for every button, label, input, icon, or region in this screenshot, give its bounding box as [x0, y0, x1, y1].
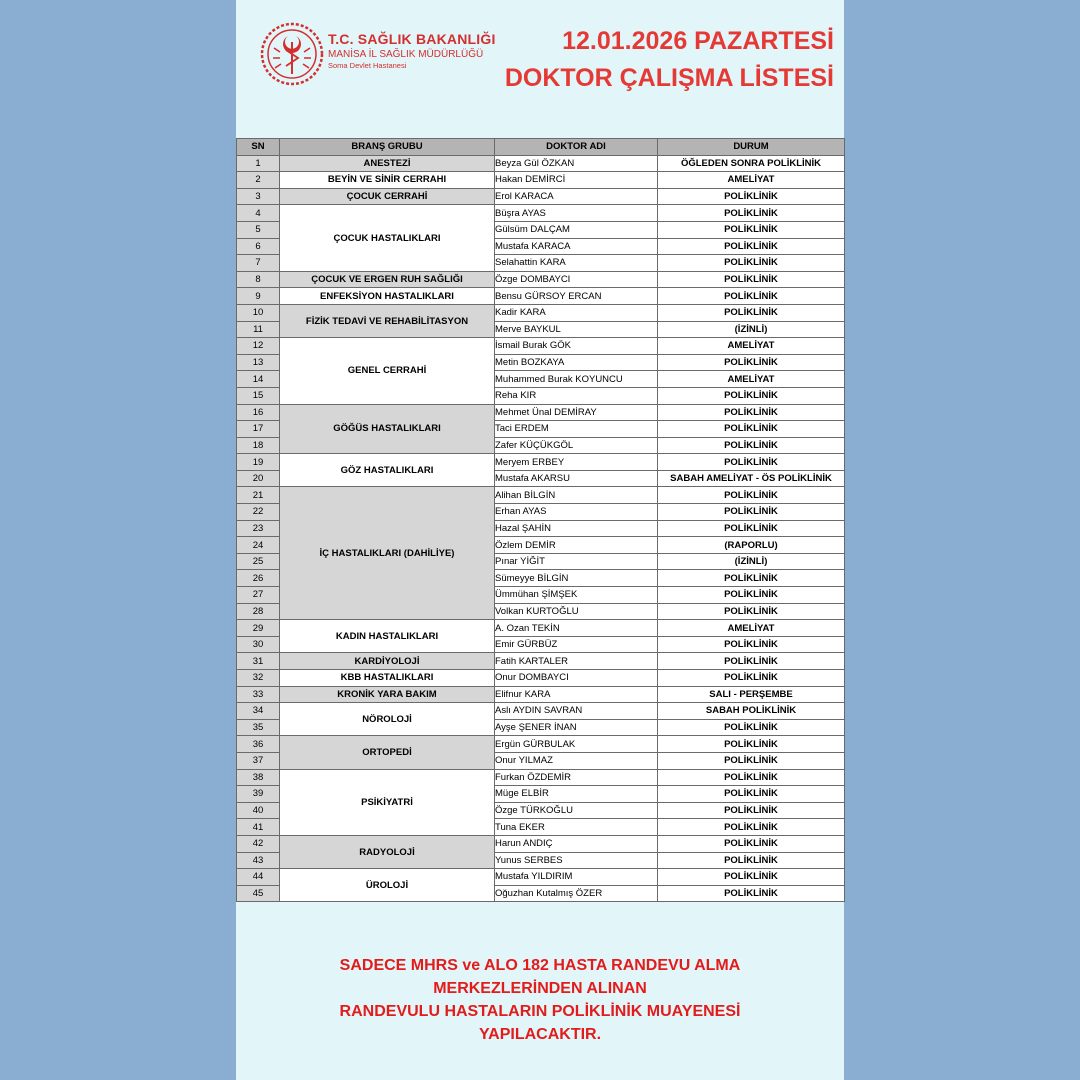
doctor-name-cell: Volkan KURTOĞLU	[495, 603, 658, 620]
doctor-name-cell: Oğuzhan Kutalmış ÖZER	[495, 885, 658, 902]
table-row	[237, 404, 845, 421]
notice-line: SADECE MHRS ve ALO 182 HASTA RANDEVU ALMA	[339, 957, 741, 974]
status-cell: SALI - PERŞEMBE	[658, 686, 845, 703]
column-header-status: DURUM	[658, 139, 845, 156]
status-cell: POLİKLİNİK	[658, 570, 845, 587]
status-cell: POLİKLİNİK	[658, 404, 845, 421]
doctor-name-cell: Mustafa AKARSU	[495, 470, 658, 487]
status-cell: POLİKLİNİK	[658, 271, 845, 288]
branch-cell: KARDİYOLOJİ	[280, 653, 495, 670]
status-cell: POLİKLİNİK	[658, 653, 845, 670]
row-number: 27	[237, 587, 280, 604]
branch-cell: KBB HASTALIKLARI	[280, 670, 495, 687]
branch-cell: PSİKİYATRİ	[280, 769, 495, 835]
table-row	[237, 304, 845, 321]
column-header-branch: BRANŞ GRUBU	[280, 139, 495, 156]
doctor-name-cell: Furkan ÖZDEMİR	[495, 769, 658, 786]
doctor-name-cell: Beyza Gül ÖZKAN	[495, 155, 658, 172]
column-header-doctor: DOKTOR ADI	[495, 139, 658, 156]
branch-cell: GENEL CERRAHİ	[280, 338, 495, 404]
row-number: 23	[237, 520, 280, 537]
table-row	[237, 686, 845, 703]
row-number: 17	[237, 421, 280, 438]
branch-cell: RADYOLOJİ	[280, 835, 495, 868]
row-number: 36	[237, 736, 280, 753]
doctor-name-cell: Mustafa YILDIRIM	[495, 869, 658, 886]
row-number: 18	[237, 437, 280, 454]
doctor-name-cell: Meryem ERBEY	[495, 454, 658, 471]
status-cell: AMELİYAT	[658, 172, 845, 189]
doctor-name-cell: Tuna EKER	[495, 819, 658, 836]
row-number: 15	[237, 387, 280, 404]
status-cell: (RAPORLU)	[658, 537, 845, 554]
doctor-name-cell: Özge DOMBAYCI	[495, 271, 658, 288]
row-number: 39	[237, 786, 280, 803]
column-header-sn: SN	[237, 139, 280, 156]
status-cell: AMELİYAT	[658, 620, 845, 637]
status-cell: POLİKLİNİK	[658, 520, 845, 537]
table-row	[237, 736, 845, 753]
doctor-name-cell: Gülsüm DALÇAM	[495, 221, 658, 238]
branch-cell: NÖROLOJİ	[280, 703, 495, 736]
row-number: 12	[237, 338, 280, 355]
status-cell: POLİKLİNİK	[658, 288, 845, 305]
status-cell: POLİKLİNİK	[658, 885, 845, 902]
status-cell: POLİKLİNİK	[658, 255, 845, 272]
table-row	[237, 188, 845, 205]
doctor-name-cell: Muhammed Burak KOYUNCU	[495, 371, 658, 388]
branch-cell: ÇOCUK HASTALIKLARI	[280, 205, 495, 271]
status-cell: POLİKLİNİK	[658, 719, 845, 736]
row-number: 24	[237, 537, 280, 554]
row-number: 10	[237, 304, 280, 321]
table-row	[237, 288, 845, 305]
status-cell: SABAH AMELİYAT - ÖS POLİKLİNİK	[658, 470, 845, 487]
doctor-name-cell: A. Ozan TEKİN	[495, 620, 658, 637]
row-number: 31	[237, 653, 280, 670]
branch-cell: GÖĞÜS HASTALIKLARI	[280, 404, 495, 454]
doctor-name-cell: Özge TÜRKOĞLU	[495, 802, 658, 819]
ministry-emblem-icon	[260, 22, 324, 86]
row-number: 9	[237, 288, 280, 305]
doctor-name-cell: Bensu GÜRSOY ERCAN	[495, 288, 658, 305]
notice-line: MERKEZLERİNDEN ALINAN	[433, 980, 647, 997]
doctor-name-cell: Ayşe ŞENER İNAN	[495, 719, 658, 736]
status-cell: POLİKLİNİK	[658, 587, 845, 604]
doctor-name-cell: Müge ELBİR	[495, 786, 658, 803]
row-number: 42	[237, 835, 280, 852]
row-number: 37	[237, 752, 280, 769]
row-number: 8	[237, 271, 280, 288]
status-cell: POLİKLİNİK	[658, 304, 845, 321]
row-number: 7	[237, 255, 280, 272]
row-number: 38	[237, 769, 280, 786]
status-cell: POLİKLİNİK	[658, 454, 845, 471]
status-cell: POLİKLİNİK	[658, 221, 845, 238]
status-cell: POLİKLİNİK	[658, 603, 845, 620]
branch-cell: ÇOCUK VE ERGEN RUH SAĞLIĞI	[280, 271, 495, 288]
status-cell: POLİKLİNİK	[658, 205, 845, 222]
doctor-name-cell: Emir GÜRBÜZ	[495, 636, 658, 653]
row-number: 20	[237, 470, 280, 487]
table-row	[237, 835, 845, 852]
appointment-notice	[236, 954, 844, 1046]
organization-block	[328, 32, 496, 71]
row-number: 29	[237, 620, 280, 637]
status-cell: POLİKLİNİK	[658, 869, 845, 886]
doctor-name-cell: Selahattin KARA	[495, 255, 658, 272]
content-panel	[236, 0, 844, 1080]
doctor-name-cell: Kadir KARA	[495, 304, 658, 321]
status-cell: AMELİYAT	[658, 338, 845, 355]
doctor-name-cell: Elifnur KARA	[495, 686, 658, 703]
doctor-name-cell: Ümmühan ŞİMŞEK	[495, 587, 658, 604]
org-hospital: Soma Devlet Hastanesi	[328, 61, 407, 71]
branch-cell: FİZİK TEDAVİ VE REHABİLİTASYON	[280, 304, 495, 337]
branch-cell: İÇ HASTALIKLARI (DAHİLİYE)	[280, 487, 495, 620]
table-row	[237, 454, 845, 471]
doctor-name-cell: Hakan DEMİRCİ	[495, 172, 658, 189]
row-number: 5	[237, 221, 280, 238]
table-row	[237, 670, 845, 687]
notice-line: YAPILACAKTIR.	[478, 1026, 602, 1043]
branch-cell: BEYİN VE SİNİR CERRAHI	[280, 172, 495, 189]
row-number: 28	[237, 603, 280, 620]
row-number: 4	[237, 205, 280, 222]
doctor-name-cell: Merve BAYKUL	[495, 321, 658, 338]
status-cell: POLİKLİNİK	[658, 769, 845, 786]
branch-cell: KADIN HASTALIKLARI	[280, 620, 495, 653]
table-body	[237, 155, 845, 902]
row-number: 43	[237, 852, 280, 869]
branch-cell: KRONİK YARA BAKIM	[280, 686, 495, 703]
table-row	[237, 338, 845, 355]
row-number: 22	[237, 504, 280, 521]
row-number: 44	[237, 869, 280, 886]
doctor-name-cell: Özlem DEMİR	[495, 537, 658, 554]
org-directorate: MANİSA İL SAĞLIK MÜDÜRLÜĞÜ	[328, 49, 484, 61]
doctor-name-cell: Onur DOMBAYCI	[495, 670, 658, 687]
status-cell: POLİKLİNİK	[658, 421, 845, 438]
branch-cell: GÖZ HASTALIKLARI	[280, 454, 495, 487]
table-row	[237, 769, 845, 786]
row-number: 2	[237, 172, 280, 189]
status-cell: POLİKLİNİK	[658, 736, 845, 753]
status-cell: POLİKLİNİK	[658, 504, 845, 521]
doctor-name-cell: Sümeyye BİLGİN	[495, 570, 658, 587]
doctor-name-cell: Erol KARACA	[495, 188, 658, 205]
row-number: 34	[237, 703, 280, 720]
status-cell: POLİKLİNİK	[658, 437, 845, 454]
status-cell: (İZİNLİ)	[658, 553, 845, 570]
table-row	[237, 205, 845, 222]
status-cell: POLİKLİNİK	[658, 786, 845, 803]
status-cell: (İZİNLİ)	[658, 321, 845, 338]
doctor-name-cell: Mustafa KARACA	[495, 238, 658, 255]
row-number: 35	[237, 719, 280, 736]
ministry-logo	[260, 22, 324, 86]
doctor-name-cell: Hazal ŞAHİN	[495, 520, 658, 537]
status-cell: POLİKLİNİK	[658, 670, 845, 687]
doctor-name-cell: Onur YILMAZ	[495, 752, 658, 769]
doctor-name-cell: Taci ERDEM	[495, 421, 658, 438]
status-cell: POLİKLİNİK	[658, 636, 845, 653]
status-cell: SABAH POLİKLİNİK	[658, 703, 845, 720]
org-name: T.C. SAĞLIK BAKANLIĞI	[328, 31, 496, 47]
doctor-name-cell: Yunus SERBES	[495, 852, 658, 869]
doctor-name-cell: Reha KIR	[495, 387, 658, 404]
notice-line: RANDEVULU HASTALARIN POLİKLİNİK MUAYENESİ	[339, 1003, 741, 1020]
status-cell: POLİKLİNİK	[658, 487, 845, 504]
doctor-name-cell: İsmail Burak GÖK	[495, 338, 658, 355]
status-cell: ÖĞLEDEN SONRA POLİKLİNİK	[658, 155, 845, 172]
branch-cell: ÜROLOJİ	[280, 869, 495, 902]
row-number: 25	[237, 553, 280, 570]
status-cell: POLİKLİNİK	[658, 354, 845, 371]
branch-cell: ANESTEZİ	[280, 155, 495, 172]
table-row	[237, 155, 845, 172]
table-row	[237, 172, 845, 189]
status-cell: POLİKLİNİK	[658, 835, 845, 852]
row-number: 41	[237, 819, 280, 836]
row-number: 3	[237, 188, 280, 205]
row-number: 1	[237, 155, 280, 172]
status-cell: POLİKLİNİK	[658, 387, 845, 404]
row-number: 21	[237, 487, 280, 504]
branch-cell: ÇOCUK CERRAHİ	[280, 188, 495, 205]
doctor-name-cell: Fatih KARTALER	[495, 653, 658, 670]
status-cell: POLİKLİNİK	[658, 752, 845, 769]
doctor-name-cell: Büşra AYAS	[495, 205, 658, 222]
table-row	[237, 703, 845, 720]
status-cell: POLİKLİNİK	[658, 819, 845, 836]
status-cell: POLİKLİNİK	[658, 852, 845, 869]
table-row	[237, 653, 845, 670]
doctor-name-cell: Mehmet Ünal DEMİRAY	[495, 404, 658, 421]
row-number: 26	[237, 570, 280, 587]
table-row	[237, 487, 845, 504]
row-number: 40	[237, 802, 280, 819]
branch-cell: ENFEKSİYON HASTALIKLARI	[280, 288, 495, 305]
row-number: 6	[237, 238, 280, 255]
list-title: DOKTOR ÇALIŞMA LİSTESİ	[504, 64, 834, 92]
row-number: 30	[237, 636, 280, 653]
row-number: 16	[237, 404, 280, 421]
status-cell: AMELİYAT	[658, 371, 845, 388]
doctor-name-cell: Erhan AYAS	[495, 504, 658, 521]
table-row	[237, 271, 845, 288]
doctor-name-cell: Metin BOZKAYA	[495, 354, 658, 371]
table-row	[237, 869, 845, 886]
row-number: 19	[237, 454, 280, 471]
row-number: 11	[237, 321, 280, 338]
date-title: 12.01.2026 PAZARTESİ	[562, 27, 834, 55]
status-cell: POLİKLİNİK	[658, 238, 845, 255]
branch-cell: ORTOPEDİ	[280, 736, 495, 769]
doctor-name-cell: Alihan BİLGİN	[495, 487, 658, 504]
row-number: 33	[237, 686, 280, 703]
row-number: 13	[237, 354, 280, 371]
doctor-name-cell: Harun ANDIÇ	[495, 835, 658, 852]
doctor-name-cell: Ergün GÜRBULAK	[495, 736, 658, 753]
table-row	[237, 620, 845, 637]
doctor-schedule-table	[236, 138, 845, 902]
row-number: 32	[237, 670, 280, 687]
status-cell: POLİKLİNİK	[658, 802, 845, 819]
doctor-name-cell: Aslı AYDIN SAVRAN	[495, 703, 658, 720]
doctor-name-cell: Pınar YİĞİT	[495, 553, 658, 570]
status-cell: POLİKLİNİK	[658, 188, 845, 205]
table-header-row	[237, 139, 845, 156]
doctor-name-cell: Zafer KÜÇÜKGÖL	[495, 437, 658, 454]
row-number: 45	[237, 885, 280, 902]
row-number: 14	[237, 371, 280, 388]
